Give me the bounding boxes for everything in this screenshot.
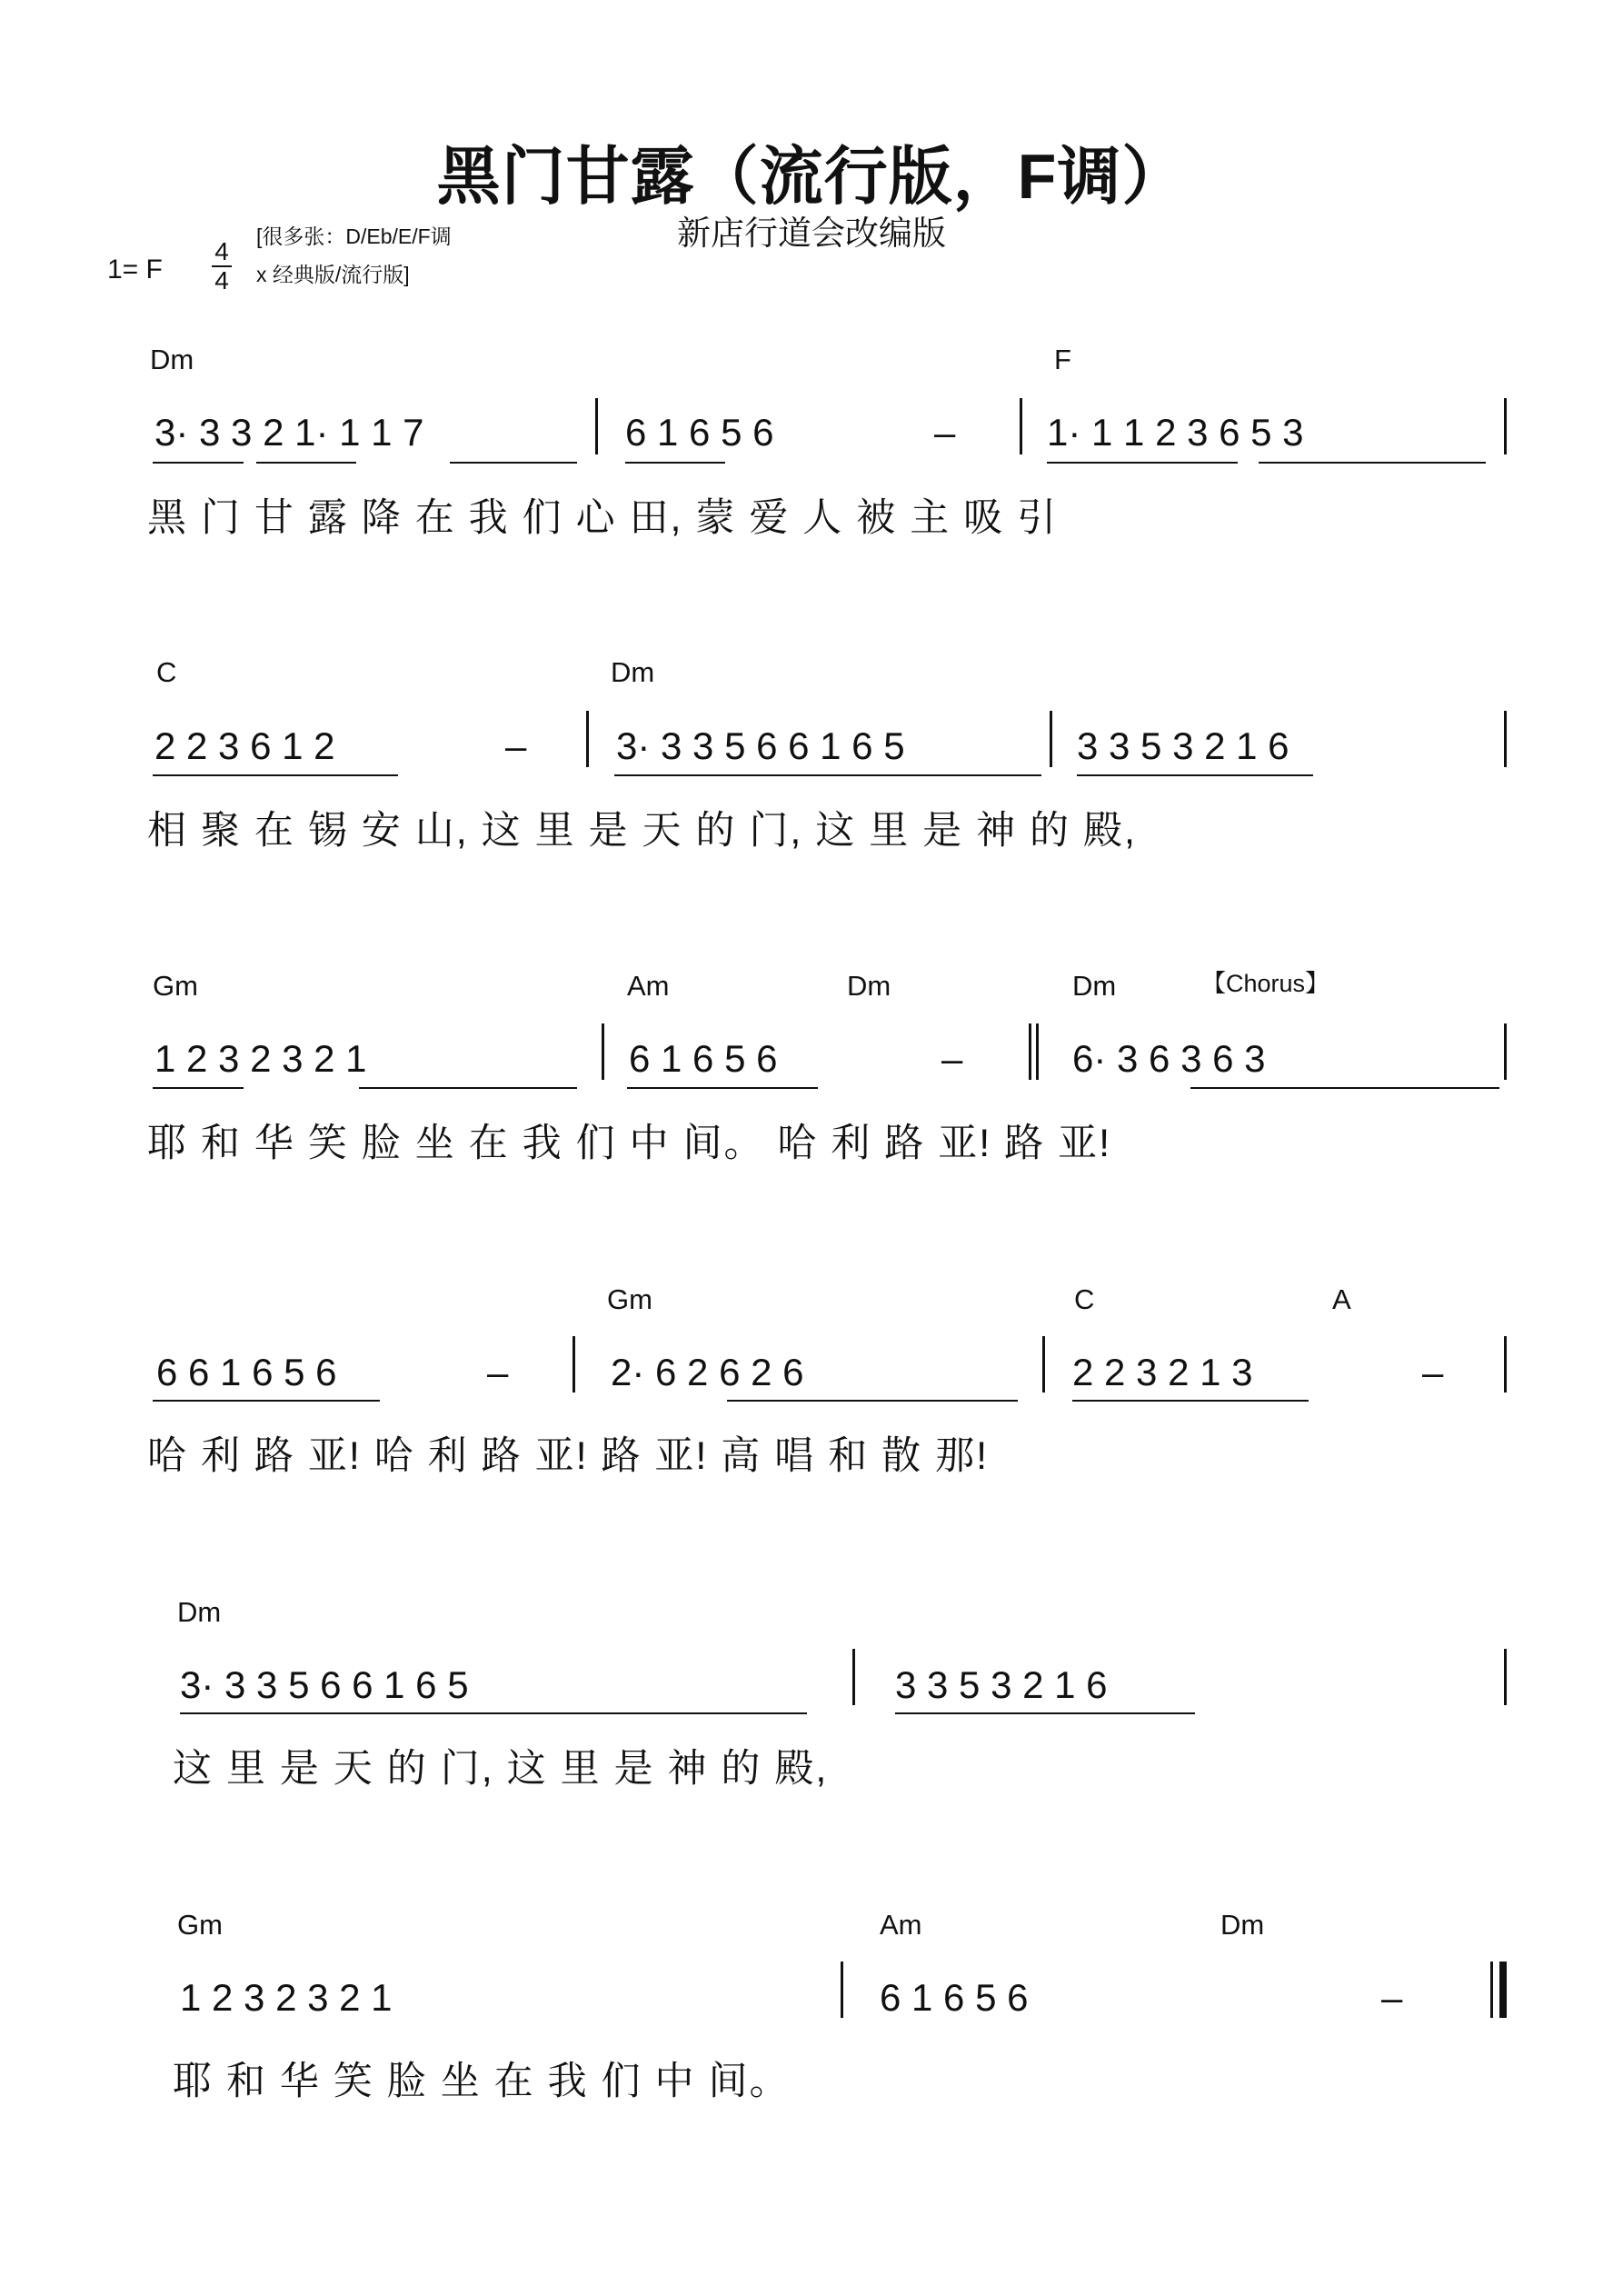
double-barline	[1036, 1023, 1039, 1080]
note-group: 6 1 6 5 6	[625, 411, 774, 454]
barline	[1042, 1336, 1045, 1393]
hold-dash: –	[1422, 1351, 1444, 1393]
chord-label: F	[1054, 344, 1071, 375]
lyric-line: 耶 和 华 笑 脸 坐 在 我 们 中 间。 哈 利 路 亚! 路 亚!	[147, 1122, 1112, 1165]
chord-label: Am	[627, 970, 670, 1002]
page-title: 黑门甘露（流行版，F调）	[436, 141, 1187, 212]
barline	[595, 398, 598, 454]
barline	[1504, 398, 1507, 454]
final-barline	[1499, 1962, 1507, 2018]
note-group: 1 2 3 2 3 2 1	[180, 1976, 393, 2019]
version-note-line2: x 经典版/流行版]	[256, 263, 410, 286]
chord-label: Dm	[1220, 1909, 1265, 1941]
note-group: 3· 3 3 5 6 6 1 6 5	[616, 724, 905, 767]
chord-label: Gm	[607, 1283, 652, 1315]
chord-label: Dm	[177, 1596, 222, 1628]
barline	[1020, 398, 1022, 454]
lyric-line: 哈 利 路 亚! 哈 利 路 亚! 路 亚! 高 唱 和 散 那!	[147, 1434, 990, 1478]
barline	[1050, 711, 1052, 767]
chorus-marker: 【Chorus】	[1201, 970, 1330, 997]
note-group: 1 2 3 2 3 2 1	[154, 1037, 367, 1080]
lyric-line: 黑 门 甘 露 降 在 我 们 心 田, 蒙 爱 人 被 主 吸 引	[147, 496, 1059, 540]
note-group: 2 2 3 2 1 3	[1072, 1351, 1253, 1393]
note-group: 6 1 6 5 6	[880, 1976, 1029, 2019]
barline	[1504, 1336, 1507, 1393]
chord-label: Dm	[847, 970, 891, 1002]
note-group: 3· 3 3 5 6 6 1 6 5	[180, 1663, 469, 1706]
barline	[573, 1336, 575, 1393]
chord-label: Dm	[1072, 970, 1117, 1002]
chord-label: Gm	[177, 1909, 223, 1941]
barline	[1504, 1023, 1507, 1080]
note-group: 2 2 3 6 1 2	[154, 724, 335, 767]
chord-label: Am	[880, 1909, 922, 1941]
barline	[1504, 711, 1507, 767]
double-barline	[1029, 1023, 1031, 1080]
barline	[602, 1023, 604, 1080]
lyric-line: 相 聚 在 锡 安 山, 这 里 是 天 的 门, 这 里 是 神 的 殿,	[147, 809, 1137, 853]
lyric-line: 这 里 是 天 的 门, 这 里 是 神 的 殿,	[173, 1747, 829, 1791]
hold-dash: –	[487, 1351, 509, 1393]
note-group: 3 3 5 3 2 1 6	[1077, 724, 1289, 767]
note-group: 6 6 1 6 5 6	[156, 1351, 337, 1393]
chord-label: A	[1332, 1283, 1351, 1315]
time-signature-top: 4	[214, 237, 229, 265]
chord-label: Dm	[150, 344, 194, 375]
chord-label: Gm	[153, 970, 198, 1002]
note-group: 2· 6 2 6 2 6	[611, 1351, 804, 1393]
time-signature-bottom: 4	[214, 266, 229, 294]
key-signature: 1= F	[107, 255, 163, 285]
lyric-line: 耶 和 华 笑 脸 坐 在 我 们 中 间。	[173, 2060, 791, 2103]
page-subtitle: 新店行道会改编版	[677, 215, 946, 252]
hold-dash: –	[1381, 1976, 1403, 2019]
hold-dash: –	[941, 1037, 963, 1080]
barline	[1504, 1649, 1507, 1705]
hold-dash: –	[505, 724, 527, 767]
note-group: 3 3 5 3 2 1 6	[895, 1663, 1108, 1706]
barline	[586, 711, 589, 767]
note-group: 1· 1 1 2 3 6 5 3	[1047, 411, 1304, 454]
chord-label: C	[156, 656, 177, 688]
note-group: 3· 3 3 2 1· 1 1 7	[154, 411, 424, 454]
barline	[841, 1962, 843, 2018]
hold-dash: –	[934, 411, 956, 454]
barline	[852, 1649, 855, 1705]
chord-label: C	[1074, 1283, 1095, 1315]
note-group: 6· 3 6 3 6 3	[1072, 1037, 1266, 1080]
chord-label: Dm	[611, 656, 655, 688]
version-note-line1: [很多张：D/Eb/E/F调	[256, 225, 452, 248]
time-signature	[211, 238, 233, 294]
note-group: 6 1 6 5 6	[629, 1037, 778, 1080]
final-barline	[1490, 1962, 1493, 2018]
